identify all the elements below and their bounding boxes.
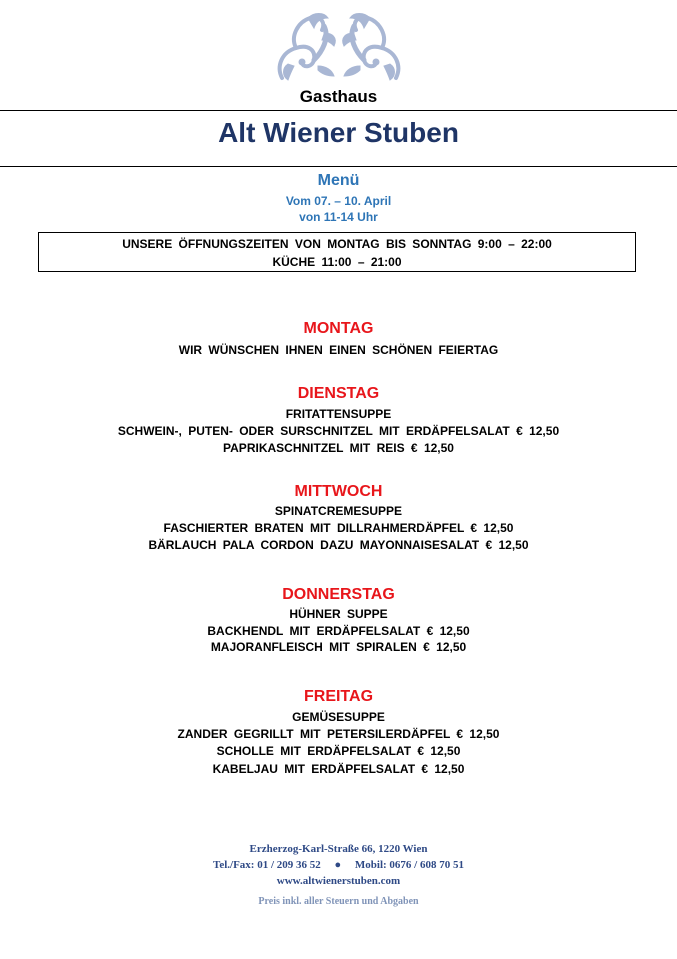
menu-item: SCHOLLE MIT ERDÄPFELSALAT € 12,50 bbox=[216, 744, 461, 758]
menu-item: HÜHNER SUPPE bbox=[289, 607, 388, 621]
menu-item: ZANDER GEGRILLT MIT PETERSILERDÄPFEL € 12,50 bbox=[177, 727, 500, 741]
day-heading-monday: MONTAG bbox=[303, 320, 374, 337]
menu-heading: Menü bbox=[317, 172, 360, 189]
menu-item: SCHWEIN-, PUTEN- ODER SURSCHNITZEL MIT ERDÄPFELSALAT € 12,50 bbox=[117, 424, 560, 438]
day-heading-wednesday: MITTWOCH bbox=[294, 483, 383, 500]
baroque-scroll-ornament-icon bbox=[268, 8, 410, 82]
day-heading-friday: FREITAG bbox=[303, 688, 374, 705]
menu-item: PAPRIKASCHNITZEL MIT REIS € 12,50 bbox=[223, 441, 454, 455]
menu-item: BACKHENDL MIT ERDÄPFELSALAT € 12,50 bbox=[207, 624, 470, 638]
menu-item: BÄRLAUCH PALA CORDON DAZU MAYONNAISESALAT € 12,50 bbox=[148, 538, 529, 552]
menu-date-range: Vom 07. – 10. April bbox=[285, 194, 392, 208]
opening-hours-line: UNSERE ÖFFNUNGSZEITEN VON MONTAG BIS SONNTAG 9:00 – 22:00 bbox=[122, 237, 552, 251]
footer-address: Erzherzog-Karl-Straße 66, 1220 Wien bbox=[249, 843, 428, 855]
footer-price-note: Preis inkl. aller Steuern und Abgaben bbox=[258, 896, 419, 907]
title-bottom-rule bbox=[0, 166, 677, 167]
footer-phone: Tel./Fax: 01 / 209 36 52 ● Mobil: 0676 / 608 70 51 bbox=[213, 859, 464, 871]
menu-item: GEMÜSESUPPE bbox=[292, 710, 385, 724]
footer-website-link[interactable]: www.altwienerstuben.com bbox=[276, 875, 401, 887]
menu-item: SPINATCREMESUPPE bbox=[274, 504, 403, 518]
opening-hours-box bbox=[38, 232, 636, 272]
title-top-rule bbox=[0, 110, 677, 111]
menu-item: WIR WÜNSCHEN IHNEN EINEN SCHÖNEN FEIERTAG bbox=[178, 343, 499, 357]
menu-item: FASCHIERTER BRATEN MIT DILLRAHMERDÄPFEL € 12,50 bbox=[163, 521, 514, 535]
restaurant-type-label: Gasthaus bbox=[299, 87, 378, 106]
menu-item: MAJORANFLEISCH MIT SPIRALEN € 12,50 bbox=[210, 640, 467, 654]
menu-item: FRITATTENSUPPE bbox=[285, 407, 392, 421]
menu-time-range: von 11-14 Uhr bbox=[299, 210, 378, 224]
restaurant-name-title: Alt Wiener Stuben bbox=[218, 117, 459, 148]
day-heading-tuesday: DIENSTAG bbox=[297, 385, 380, 402]
day-heading-thursday: DONNERSTAG bbox=[282, 586, 395, 603]
kitchen-hours-line: KÜCHE 11:00 – 21:00 bbox=[272, 255, 402, 269]
menu-item: KABELJAU MIT ERDÄPFELSALAT € 12,50 bbox=[212, 762, 465, 776]
